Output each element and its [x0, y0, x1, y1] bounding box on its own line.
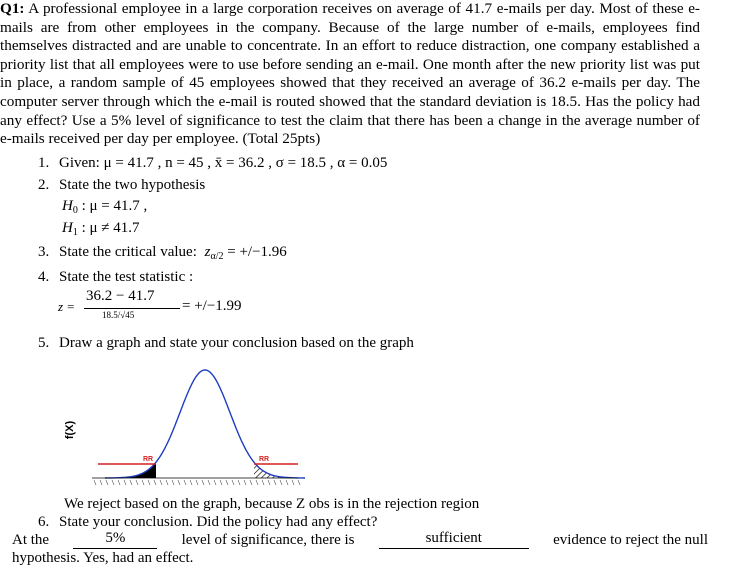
h1-rest: : μ ≠ 41.7 — [77, 220, 140, 236]
x-tick — [190, 480, 192, 485]
conclusion-end: evidence to reject the null — [553, 532, 708, 548]
level-blank: 5% — [73, 531, 157, 549]
step-6-number: 6. — [38, 514, 50, 530]
rr-left-label: RR — [142, 456, 154, 463]
step-1-number: 1. — [38, 155, 50, 171]
z-lhs: z = — [58, 299, 76, 314]
x-tick — [232, 480, 234, 485]
x-tick — [136, 480, 138, 485]
conclusion — [12, 531, 708, 567]
x-tick — [130, 480, 132, 485]
step-5 — [38, 334, 414, 352]
x-tick — [220, 480, 222, 485]
question-label: Q1: — [0, 0, 25, 17]
x-tick — [148, 480, 150, 485]
critical-value: = +/−1.96 — [227, 244, 287, 260]
h0-label: H — [62, 198, 73, 214]
sufficient-blank: sufficient — [379, 531, 529, 549]
x-tick — [154, 480, 156, 485]
fraction-bar — [84, 308, 180, 309]
step-6 — [38, 513, 377, 531]
bell-curve — [105, 370, 305, 478]
step-5-number: 5. — [38, 335, 50, 351]
question-paragraph — [0, 0, 700, 149]
step-3 — [38, 243, 287, 266]
step-6-text: State your conclusion. Did the policy had any effect? — [59, 514, 378, 530]
step-1-text: Given: μ = 41.7 , n = 45 , x̄ = 36.2 , σ = 18.5 , α = 0.05 — [59, 155, 388, 171]
x-tick — [268, 480, 270, 485]
x-tick — [226, 480, 228, 485]
x-tick — [178, 480, 180, 485]
x-tick — [106, 480, 108, 485]
question-text: A professional employee in a large corporation receives on average of 41.7 e-mails per day. Most of these e-mails are from other employees in the company. Because of the large number of e-mails, employees find themselves distracted and are unable to concentrate. In an effort to reduce distraction, one company established a priority list that all employees were to use before sending an e-mail. One month after the new priority list was put in place, a random sample of 45 employees showed that they received an average of 36.2 e-mails per day. The computer server through which the e-mail is routed showed that the standard deviation is 18.5. Has the policy had any effect? Use a 5% level of significance to test the claim that there has been a change in the average number of e-mails received per day per employee. (Total 25pts) — [0, 0, 700, 148]
critical-z-subscript: α/2 — [210, 251, 224, 262]
x-tick — [196, 480, 198, 485]
step-3-number: 3. — [38, 244, 50, 260]
step-5-text: Draw a graph and state your conclusion based on the graph — [59, 335, 414, 351]
x-tick — [280, 480, 282, 485]
rr-right-label: RR — [258, 456, 270, 463]
step-4 — [38, 268, 193, 286]
step-2-text: State the two hypothesis — [59, 177, 206, 193]
x-tick — [94, 480, 96, 485]
step-4-number: 4. — [38, 269, 50, 285]
x-tick — [166, 480, 168, 485]
step-1 — [38, 154, 387, 172]
x-tick — [250, 480, 252, 485]
x-tick — [160, 480, 162, 485]
x-tick — [118, 480, 120, 485]
conclusion-mid: level of significance, there is — [181, 532, 355, 548]
z-result: = +/−1.99 — [182, 298, 242, 314]
critical-z: z — [204, 244, 211, 260]
h1-label: H — [62, 220, 73, 236]
x-tick — [208, 480, 210, 485]
x-tick — [298, 480, 300, 485]
conclusion-line-1 — [12, 531, 708, 549]
conclusion-line-2: hypothesis. Yes, had an effect. — [12, 550, 194, 566]
step-3-text: State the critical value: — [59, 244, 197, 260]
x-tick — [184, 480, 186, 485]
h0-subscript: 0 — [72, 205, 78, 216]
x-tick — [262, 480, 264, 485]
null-hypothesis — [62, 197, 147, 220]
h0-rest: : μ = 41.7 , — [77, 198, 148, 214]
step-4-text: State the test statistic : — [59, 269, 194, 285]
x-tick — [124, 480, 126, 485]
x-tick — [238, 480, 240, 485]
fraction-numerator: 36.2 − 41.7 — [86, 288, 155, 304]
x-tick — [214, 480, 216, 485]
x-tick — [142, 480, 144, 485]
fraction-denominator: 18.5/√45 — [102, 310, 135, 320]
alt-hypothesis — [62, 219, 140, 242]
x-tick — [256, 480, 258, 485]
x-tick — [202, 480, 204, 485]
x-tick — [244, 480, 246, 485]
x-axis-ticks — [94, 480, 300, 485]
step-2-number: 2. — [38, 177, 50, 193]
reject-statement: We reject based on the graph, because Z obs is in the rejection region — [64, 496, 480, 512]
h1-subscript: 1 — [72, 227, 78, 238]
x-tick — [274, 480, 276, 485]
x-tick — [100, 480, 102, 485]
normal-distribution-chart — [58, 364, 318, 499]
x-tick — [292, 480, 294, 485]
x-tick — [112, 480, 114, 485]
step-2 — [38, 176, 205, 194]
x-tick — [172, 480, 174, 485]
conclusion-at-the: At the — [12, 532, 50, 548]
x-tick — [286, 480, 288, 485]
chart-y-label: f(X) — [64, 420, 76, 440]
